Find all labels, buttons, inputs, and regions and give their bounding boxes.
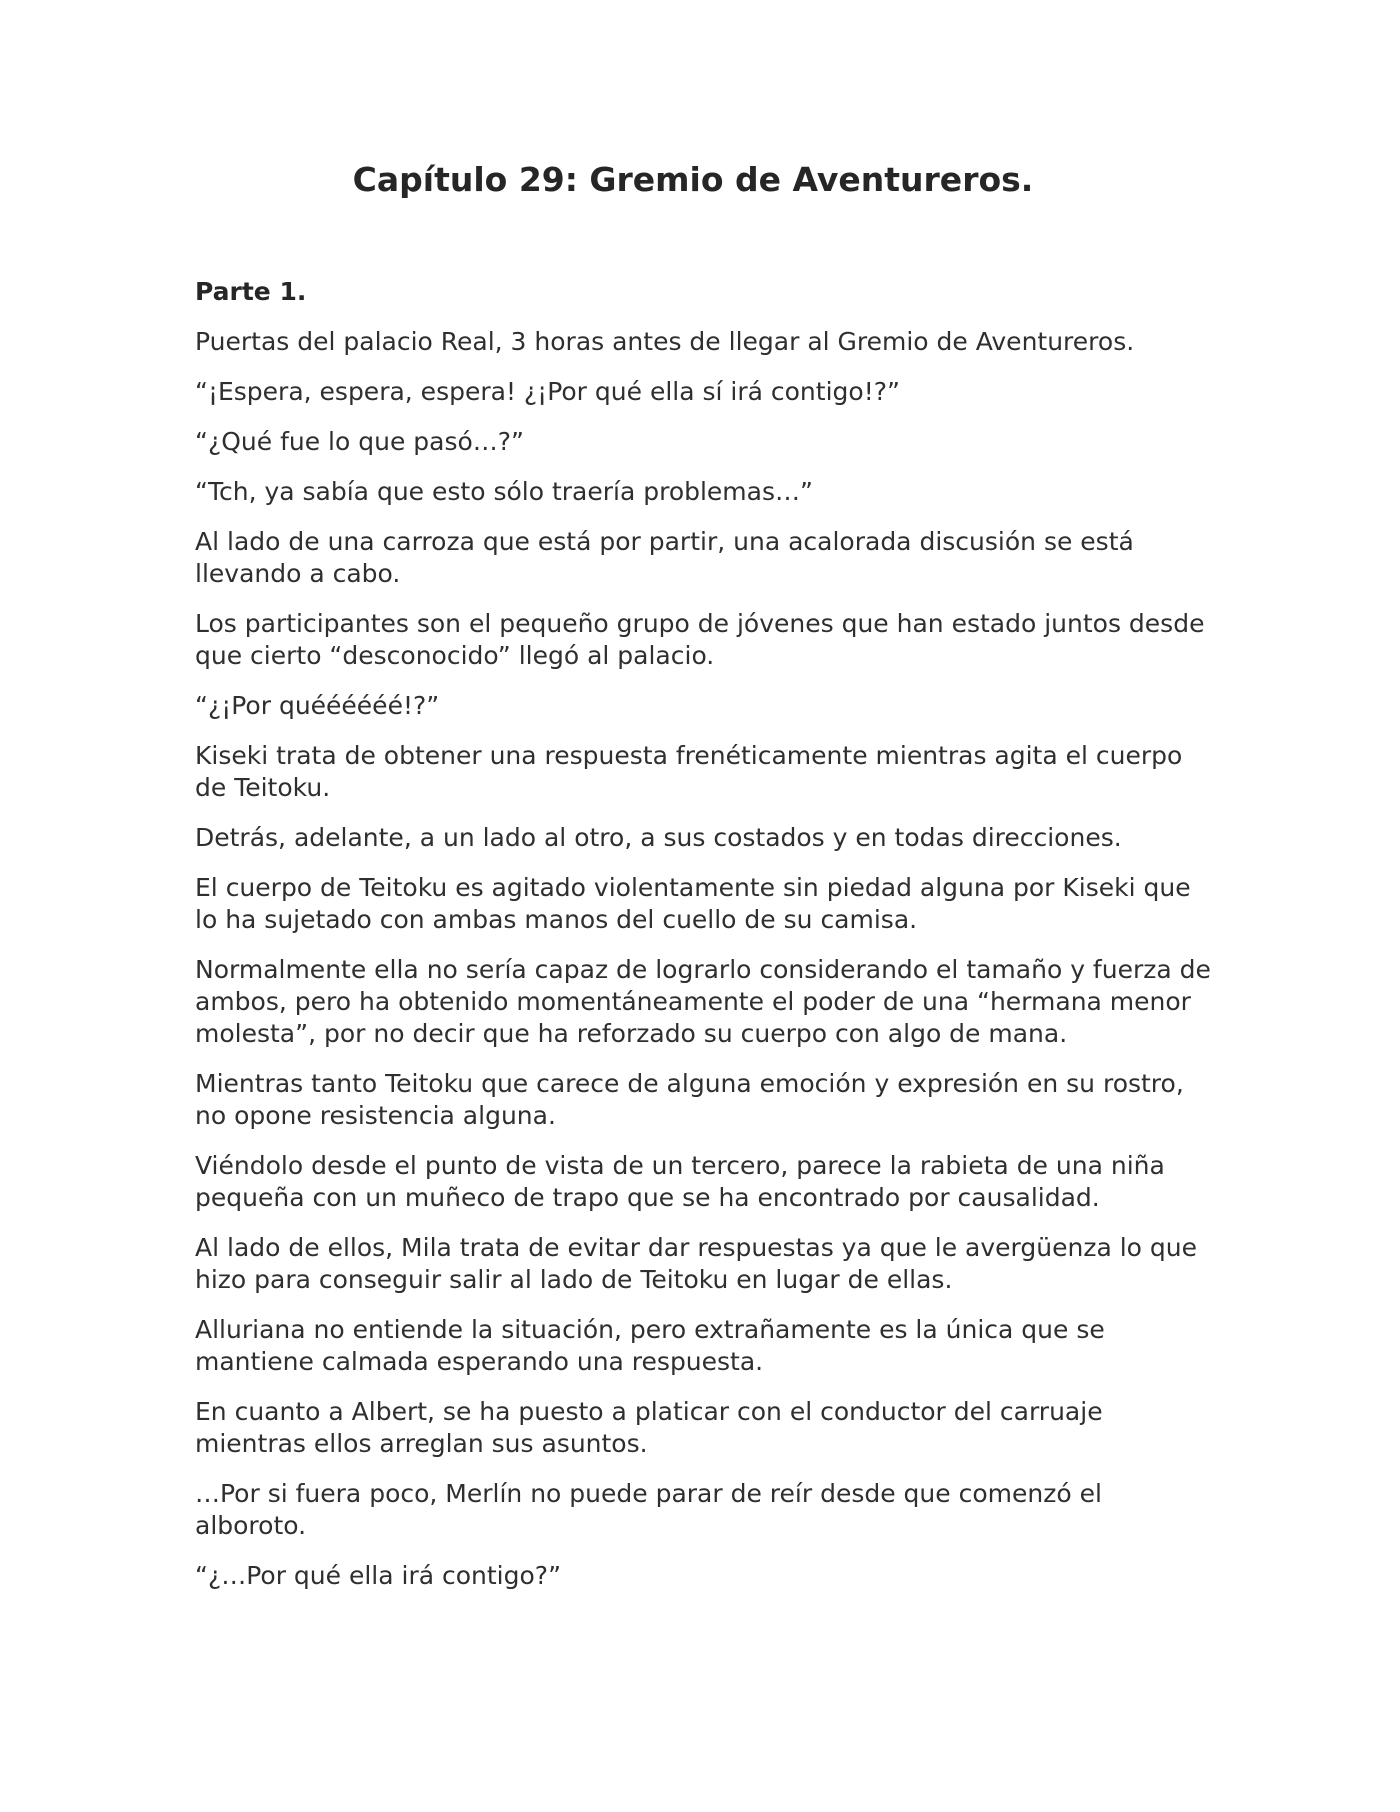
paragraph: Kiseki trata de obtener una respuesta frenéticamente mientras agita el cuerpo de Teitoku. xyxy=(195,741,1183,802)
paragraph: Puertas del palacio Real, 3 horas antes de llegar al Gremio de Aventureros. xyxy=(195,327,1135,356)
paragraph: “¿…Por qué ella irá contigo?” xyxy=(195,1561,562,1590)
chapter-title: Capítulo 29: Gremio de Aventureros. xyxy=(352,160,1034,199)
paragraph: En cuanto a Albert, se ha puesto a platicar con el conductor del carruaje mientras ellos arreglan sus asuntos. xyxy=(195,1397,1103,1458)
paragraph: …Por si fuera poco, Merlín no puede parar de reír desde que comenzó el alboroto. xyxy=(195,1479,1102,1540)
section-heading: Parte 1. xyxy=(195,277,307,306)
paragraph: Los participantes son el pequeño grupo de jóvenes que han estado juntos desde que cierto “desconocido” llegó al palacio. xyxy=(195,609,1205,670)
paragraph: “¿¡Por quéééééé!?” xyxy=(195,691,440,720)
paragraph: “¡Espera, espera, espera! ¿¡Por qué ella sí irá contigo!?” xyxy=(195,377,900,406)
paragraph: Detrás, adelante, a un lado al otro, a sus costados y en todas direcciones. xyxy=(195,823,1122,852)
paragraph: Al lado de una carroza que está por partir, una acalorada discusión se está llevando a cabo. xyxy=(195,527,1134,588)
paragraph: “Tch, ya sabía que esto sólo traería problemas…” xyxy=(195,477,813,506)
paragraph: Al lado de ellos, Mila trata de evitar dar respuestas ya que le avergüenza lo que hizo para conseguir salir al lado de Teitoku en lugar de ellas. xyxy=(195,1233,1198,1294)
paragraph: Mientras tanto Teitoku que carece de alguna emoción y expresión en su rostro, no opone resistencia alguna. xyxy=(195,1069,1184,1130)
paragraph: Viéndolo desde el punto de vista de un tercero, parece la rabieta de una niña pequeña con un muñeco de trapo que se ha encontrado por causalidad. xyxy=(195,1151,1165,1212)
document-body xyxy=(195,276,1215,1610)
paragraph: El cuerpo de Teitoku es agitado violentamente sin piedad alguna por Kiseki que lo ha sujetado con ambas manos del cuello de su camisa. xyxy=(195,873,1191,934)
paragraph: Alluriana no entiende la situación, pero extrañamente es la única que se mantiene calmada esperando una respuesta. xyxy=(195,1315,1105,1376)
paragraph: Normalmente ella no sería capaz de lograrlo considerando el tamaño y fuerza de ambos, pero ha obtenido momentáneamente el poder de una “hermana menor molesta”, por no decir que ha reforzado su cuerpo con algo de mana. xyxy=(195,955,1211,1048)
paragraph: “¿Qué fue lo que pasó…?” xyxy=(195,427,525,456)
